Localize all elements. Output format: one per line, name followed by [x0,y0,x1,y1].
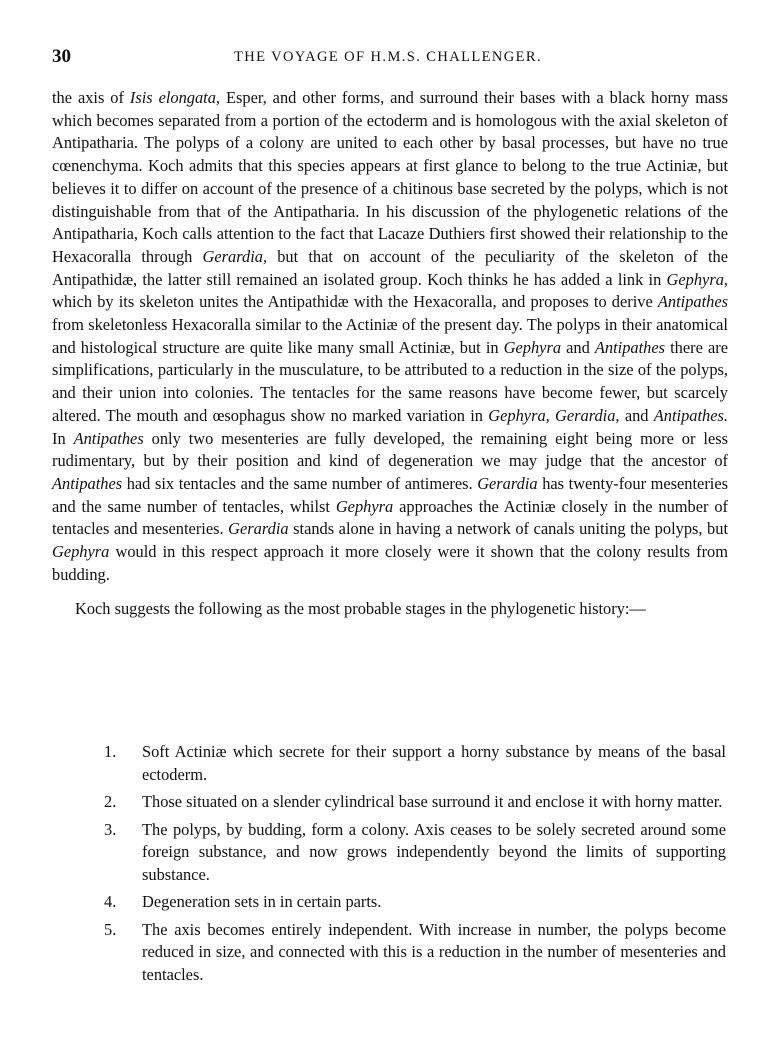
phylogenetic-stages-list [104,741,726,991]
stage-text: Soft Actiniæ which secrete for their support a horny substance by means of the basal ectoderm. [142,742,726,784]
italic-taxon-name: Gephyra [335,496,394,516]
text-run: would in this respect approach it more closely were it shown that the colony results from budding. [52,542,728,584]
stage-number: 5. [104,919,117,939]
stage-item [104,919,726,987]
italic-taxon-name: Gerardia [477,473,538,493]
stage-text: Degeneration sets in in certain parts. [142,892,382,911]
paragraph-2: Koch suggests the following as the most probable stages in the phylogenetic history:— [75,599,646,619]
italic-taxon-name: Gerardia, [202,246,268,266]
text-run: Esper, and other forms, and surround their bases with a black horny mass which becomes separated from a portion of the ectoderm and is homologous with the axial skeleton of Antipatharia. The polyps of a colony are united to each other by basal processes, but have no true cœnenchyma. Koch admits that this species appears at first glance to belong to the true Actiniæ, but believes it to differ on account of the presence of a chitinous base secreted by the polyps, which is not distinguishable from that of the Antipatharia. In his discussion of the phylogenetic relations of the Antipatharia, Koch calls attention to the fact that Lacaze Duthiers first showed their relationship to the Hexacoralla through [52,88,728,266]
italic-taxon-name: Gephyra, Gerardia, [488,405,620,425]
italic-taxon-name: Gephyra [52,542,110,562]
text-run: only two mesenteries are fully developed, the remaining eight being more or less rudimentary, but by their position and kind of degeneration we may judge that the ancestor of [52,428,728,471]
stage-number: 2. [104,792,117,811]
running-head: THE VOYAGE OF H.M.S. CHALLENGER. [234,49,542,65]
text-run: and [619,405,654,425]
text-run: In [52,428,74,448]
text-run: but that on account of the peculiarity of the skeleton of the Antipathidæ, the latter still remained an isolated group. Koch thinks he has added a link in [52,246,728,289]
stage-text: The polyps, by budding, form a colony. Axis ceases to be solely secreted around some foreign substance, and now grows independently beyond the limits of supporting substance. [142,819,726,884]
italic-taxon-name: Antipathes [657,292,728,312]
italic-taxon-name: Gephyra [503,337,562,357]
text-run: which by its skeleton unites the Antipathidæ with the Hexacoralla, and proposes to derive [52,292,658,312]
text-run: has twenty-four mesenteries and the same number of tentacles, whilst [52,473,728,516]
italic-taxon-name: Gerardia [228,519,289,539]
page-number: 30 [52,46,71,67]
body-text [52,87,728,621]
text-run: the axis of [52,88,130,107]
text-run: stands alone in having a network of canals uniting the polyps, but [288,519,728,539]
stage-text: The axis becomes entirely independent. With increase in number, the polyps become reduced in size, and connected with this is a reduction in the number of mesenteries and tentacles. [142,919,726,984]
italic-taxon-name: Isis elongata, [129,88,221,107]
stage-text: Those situated on a slender cylindrical base surround it and enclose it with horny matter. [142,792,723,811]
paragraph-1 [52,87,728,586]
page-header [52,46,728,70]
stage-number: 1. [104,742,117,761]
italic-taxon-name: Gephyra, [666,269,728,289]
italic-taxon-name: Antipathes [594,337,666,357]
stage-number: 3. [104,819,117,839]
stage-item [104,819,726,887]
italic-taxon-name: Antipathes [73,428,144,448]
text-run: there are simplifications, particularly in the musculature, to be attributed to a reduction in the size of the polyps, and their union into colonies. The tentacles for the same reasons have become fewer, but scarcely altered. The mouth and œsophagus show no marked variation in [52,337,728,425]
italic-taxon-name: Antipathes. [653,405,728,425]
stage-item [104,891,726,914]
stage-item [104,791,726,814]
italic-taxon-name: Antipathes [52,473,123,493]
text-run: from skeletonless Hexacoralla similar to the Actiniæ of the present day. The polyps in their anatomical and histological structure are quite like many small Actiniæ, but in [52,315,728,357]
text-run: had six tentacles and the same number of antimeres. [122,473,478,493]
text-run: and [561,337,595,357]
text-run: approaches the Actiniæ closely in the number of tentacles and mesenteries. [52,496,728,539]
stage-item [104,741,726,786]
stage-number: 4. [104,892,117,911]
